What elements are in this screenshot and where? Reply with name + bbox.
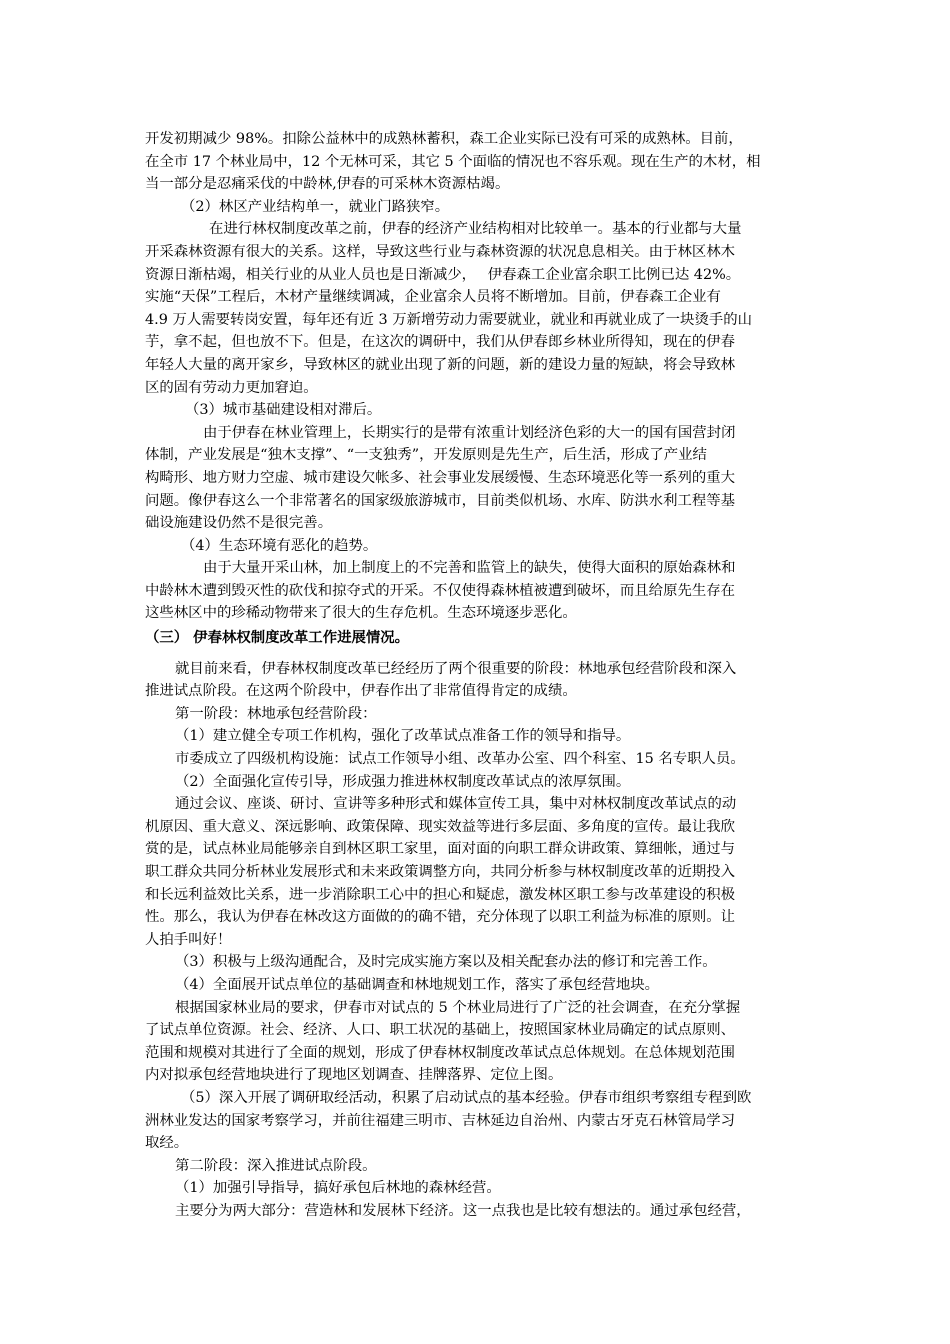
- text-line: （三） 伊春林权制度改革工作进展情况。: [145, 629, 410, 647]
- paragraph: [145, 1200, 813, 1223]
- text-line: 芋，拿不起，但也放不下。但是，在这次的调研中，我们从伊春郎乡林业所得知，现在的伊春: [145, 334, 736, 351]
- paragraph: [145, 1155, 813, 1178]
- text-line: 由于大量开采山林，加上制度上的不完善和监管上的缺失，使得大面积的原始森林和: [203, 560, 736, 577]
- text-line: （1）加强引导指导，搞好承包后林地的森林经营。: [175, 1180, 501, 1197]
- paragraph: [145, 399, 813, 422]
- text-line: 年轻人大量的离开家乡，导致林区的就业出现了新的问题，新的建设力量的短缺，将会导致林: [145, 356, 736, 373]
- paragraph: [145, 703, 813, 726]
- paragraph: [145, 557, 813, 625]
- text-line: （5）深入开展了调研取经活动，积累了启动试点的基本经验。伊春市组织考察组专程到欧: [181, 1089, 752, 1106]
- paragraph: [145, 1177, 813, 1200]
- paragraph: [145, 793, 813, 951]
- paragraph: [145, 974, 813, 997]
- paragraph: [145, 535, 813, 558]
- text-line: 性。那么，我认为伊春在林改这方面做的的确不错，充分体现了以职工利益为标准的原则。让: [145, 909, 736, 926]
- paragraph: [145, 748, 813, 771]
- paragraph: [145, 128, 813, 196]
- text-line: 实施“天保”工程后，木材产量继续调减，企业富余人员将不断增加。目前，伊春森工企业有: [145, 289, 721, 306]
- paragraph: [145, 997, 813, 1087]
- text-line: 和长远利益效比关系，进一步消除职工心中的担心和疑虑，激发林区职工参与改革建设的积极: [145, 886, 736, 903]
- text-line: 开采森林资源有很大的关系。这样，导致这些行业与森林资源的状况息息相关。由于林区林木: [145, 243, 736, 260]
- text-line: 推进试点阶段。在这两个阶段中，伊春作出了非常值得肯定的成绩。: [145, 683, 577, 700]
- text-line: 通过会议、座谈、研讨、宣讲等多种形式和媒体宣传工具，集中对林权制度改革试点的动: [175, 796, 737, 813]
- text-line: 资源日渐枯竭，相关行业的从业人员也是日渐减少， 伊春森工企业富余职工比例已达 42%。: [145, 266, 741, 283]
- text-line: 开发初期减少 98%。扣除公益林中的成熟林蓄积，森工企业实际已没有可采的成熟林。目前，: [145, 131, 743, 147]
- text-line: 第一阶段：林地承包经营阶段：: [175, 705, 377, 722]
- paragraph: [145, 218, 813, 399]
- text-line: （4）生态环境有恶化的趋势。: [181, 537, 378, 554]
- text-line: （1）建立健全专项工作机构，强化了改革试点准备工作的领导和指导。: [175, 728, 631, 745]
- text-line: 中龄林木遭到毁灭性的砍伐和掠夺式的开采。不仅使得森林植被遭到破坏，而且给原先生存在: [145, 582, 736, 599]
- document-body: [145, 128, 813, 1223]
- text-line: 主要分为两大部分：营造林和发展林下经济。这一点我也是比较有想法的。通过承包经营，: [175, 1202, 751, 1219]
- text-line: 人拍手叫好！: [145, 931, 232, 948]
- text-line: 当一部分是忍痛采伐的中龄林,伊春的可采林木资源枯竭。: [145, 176, 510, 193]
- text-line: 就目前来看，伊春林权制度改革已经经历了两个很重要的阶段：林地承包经营阶段和深入: [175, 660, 737, 677]
- text-line: 洲林业发达的国家考察学习，并前往福建三明市、吉林延边自治州、内蒙古牙克石林管局学习: [145, 1112, 736, 1129]
- text-line: （3）城市基础建设相对滞后。: [185, 402, 382, 419]
- paragraph: [145, 725, 813, 748]
- text-line: 赏的是，试点林业局能够亲自到林区职工家里，面对面的向职工群众讲政策、算细帐，通过与: [145, 841, 736, 858]
- text-line: 了试点单位资源。社会、经济、人口、职工状况的基础上，按照国家林业局确定的试点原则、: [145, 1022, 736, 1039]
- text-line: 市委成立了四级机构设施：试点工作领导小组、改革办公室、四个科室、15 名专职人员。: [175, 751, 745, 768]
- text-line: （2）林区产业结构单一，就业门路狭窄。: [181, 198, 450, 215]
- paragraph: [145, 658, 813, 703]
- paragraph: [145, 1087, 813, 1155]
- text-line: （3）积极与上级沟通配合，及时完成实施方案以及相关配套办法的修订和完善工作。: [175, 954, 717, 971]
- paragraph: [145, 951, 813, 974]
- text-line: 在全市 17 个林业局中，12 个无林可采，其它 5 个面临的情况也不容乐观。现在生产的木材，相: [145, 153, 761, 170]
- text-line: 范围和规模对其进行了全面的规划，形成了伊春林权制度改革试点总体规划。在总体规划范围: [145, 1044, 736, 1061]
- text-line: 问题。像伊春这么一个非常著名的国家级旅游城市，目前类似机场、水库、防洪水利工程等基: [145, 492, 736, 509]
- paragraph: [145, 771, 813, 794]
- text-line: 区的固有劳动力更加窘迫。: [145, 379, 318, 396]
- text-line: 机原因、重大意义、深远影响、政策保障、现实效益等进行多层面、多角度的宣传。最让我欣: [145, 818, 736, 835]
- text-line: 取经。: [145, 1135, 189, 1152]
- text-line: 内对拟承包经营地块进行了现地区划调查、挂牌落界、定位上图。: [145, 1067, 563, 1084]
- paragraph: [145, 196, 813, 219]
- text-line: 础设施建设仍然不是很完善。: [145, 515, 333, 532]
- text-line: 职工群众共同分析林业发展形式和未来政策调整方向，共同分析参与林权制度改革的近期投入: [145, 864, 736, 880]
- text-line: 由于伊春在林业管理上，长期实行的是带有浓重计划经济色彩的大一的国有国营封闭: [203, 424, 736, 441]
- paragraph: [145, 422, 813, 535]
- text-line: 4.9 万人需要转岗安置，每年还有近 3 万新增劳动力需要就业，就业和再就业成了一块烫手的山: [145, 311, 753, 328]
- text-line: （2）全面强化宣传引导，形成强力推进林权制度改革试点的浓厚氛围。: [175, 773, 631, 790]
- section-heading: [145, 627, 813, 650]
- text-line: 第二阶段：深入推进试点阶段。: [175, 1157, 377, 1174]
- text-line: 在进行林权制度改革之前，伊春的经济产业结构相对比较单一。基本的行业都与大量: [209, 221, 742, 238]
- text-line: 构畸形、地方财力空虚、城市建设欠帐多、社会事业发展缓慢、生态环境恶化等一系列的重大: [145, 469, 736, 486]
- text-line: 这些林区中的珍稀动物带来了很大的生存危机。生态环境逐步恶化。: [145, 605, 577, 622]
- text-line: 体制，产业发展是“独木支撑”、“一支独秀”，开发原则是先生产，后生活，形成了产业结: [145, 447, 707, 464]
- text-line: （4）全面展开试点单位的基础调查和林地规划工作，落实了承包经营地块。: [175, 976, 660, 993]
- text-line: 根据国家林业局的要求，伊春市对试点的 5 个林业局进行了广泛的社会调查，在充分掌握: [175, 999, 741, 1016]
